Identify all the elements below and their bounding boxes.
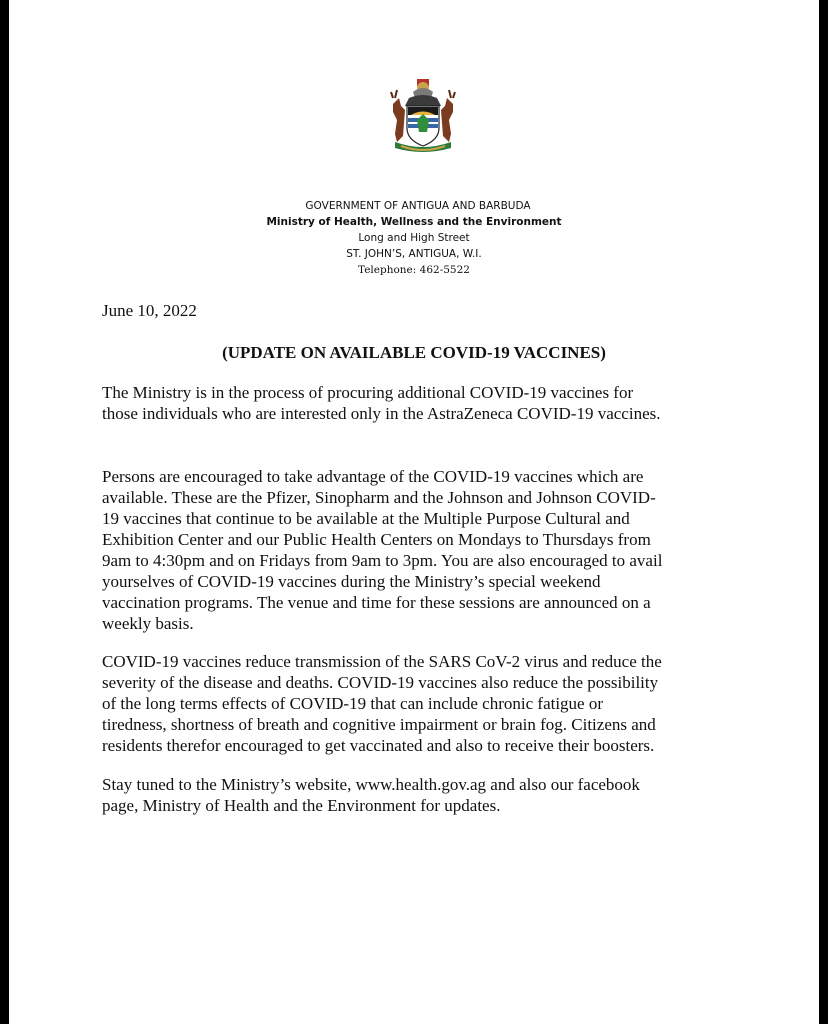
- letterhead: [9, 198, 819, 278]
- document-title: [9, 342, 819, 363]
- paragraph-procurement: [102, 382, 742, 424]
- address-city: ST. JOHN’S, ANTIGUA, W.I.: [346, 248, 482, 260]
- address-street: Long and High Street: [358, 232, 470, 244]
- document-date: June 10, 2022: [102, 301, 197, 320]
- paragraph-line: tiredness, shortness of breath and cognitive impairment or brain fog. Citizens and: [102, 715, 656, 734]
- paragraph-line: Persons are encouraged to take advantage of the COVID-19 vaccines which are: [102, 467, 644, 486]
- paragraph-line: The Ministry is in the process of procuring additional COVID-19 vaccines for: [102, 383, 634, 402]
- paragraph-line: those individuals who are interested only in the AstraZeneca COVID-19 vaccines.: [102, 404, 661, 423]
- paragraph-line: COVID-19 vaccines reduce transmission of the SARS CoV-2 virus and reduce the: [102, 652, 662, 671]
- paragraph-line: residents therefor encouraged to get vaccinated and also to receive their boosters.: [102, 736, 655, 755]
- paragraph-line: vaccination programs. The venue and time for these sessions are announced on a: [102, 593, 651, 612]
- paragraph-line: Stay tuned to the Ministry’s website, www.health.gov.ag and also our facebook: [102, 775, 640, 794]
- title-text: (UPDATE ON AVAILABLE COVID-19 VACCINES): [222, 343, 606, 362]
- paragraph-availability: [102, 466, 742, 634]
- document-page: [9, 0, 819, 1024]
- paragraph-line: of the long terms effects of COVID-19 that can include chronic fatigue or: [102, 694, 604, 713]
- paragraph-line: weekly basis.: [102, 614, 194, 633]
- coat-of-arms-icon: [387, 76, 459, 156]
- paragraph-line: 19 vaccines that continue to be available at the Multiple Purpose Cultural and: [102, 509, 630, 528]
- telephone: Telephone: 462-5522: [358, 264, 470, 276]
- paragraph-line: Exhibition Center and our Public Health Centers on Mondays to Thursdays from: [102, 530, 651, 549]
- paragraph-line: yourselves of COVID-19 vaccines during the Ministry’s special weekend: [102, 572, 601, 591]
- paragraph-line: page, Ministry of Health and the Environment for updates.: [102, 796, 501, 815]
- ministry-name: Ministry of Health, Wellness and the Environment: [266, 216, 562, 228]
- paragraph-line: severity of the disease and deaths. COVID-19 vaccines also reduce the possibility: [102, 673, 659, 692]
- paragraph-stay-tuned: [102, 774, 742, 816]
- government-name: GOVERNMENT OF ANTIGUA AND BARBUDA: [305, 200, 531, 212]
- paragraph-line: available. These are the Pfizer, Sinopharm and the Johnson and Johnson COVID-: [102, 488, 656, 507]
- paragraph-benefits: [102, 651, 742, 756]
- paragraph-line: 9am to 4:30pm and on Fridays from 9am to 3pm. You are also encouraged to avail: [102, 551, 663, 570]
